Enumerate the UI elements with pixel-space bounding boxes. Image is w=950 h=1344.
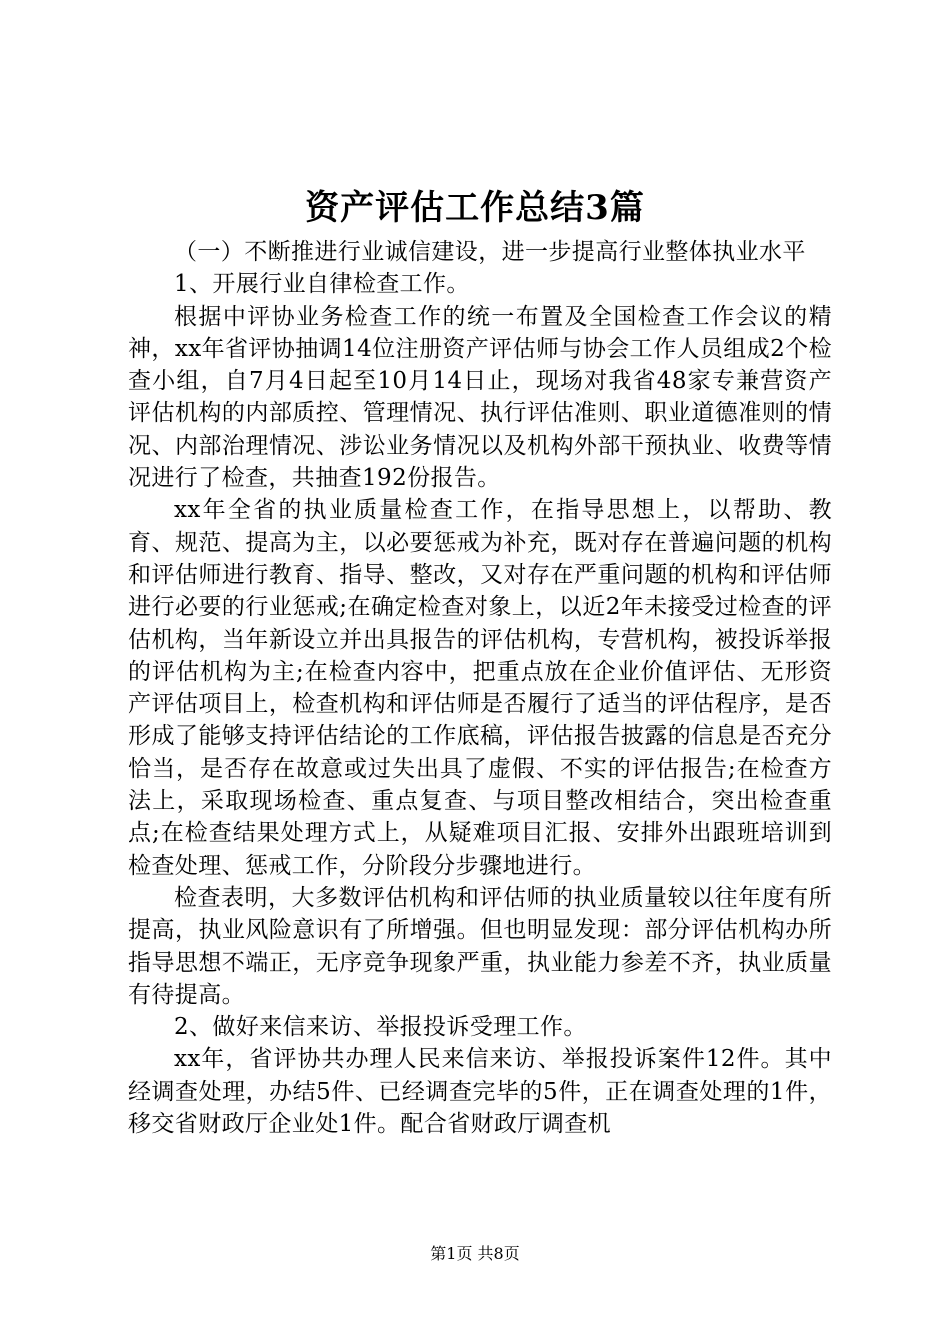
page-footer: 第1页 共8页 xyxy=(430,1244,520,1263)
document-body xyxy=(128,236,832,1140)
body-paragraph: 检查表明，大多数评估机构和评估师的执业质量较以往年度有所提高，执业风险意识有了所增强。但也明显发现：部分评估机构办所指导思想不端正，无序竞争现象严重，执业能力参差不齐，执业质量有待提高。 xyxy=(128,884,832,1008)
body-paragraph: 根据中评协业务检查工作的统一布置及全国检查工作会议的精神，xx年省评协抽调14位注册资产评估师与协会工作人员组成2个检查小组，自7月4日起至10月14日止，现场对我省48家专兼营资产评估机构的内部质控、管理情况、执行评估准则、职业道德准则的情况、内部治理情况、涉讼业务情况以及机构外部干预执业、收费等情况进行了检查，共抽查192份报告。 xyxy=(128,303,832,492)
subsection-heading: 2、做好来信来访、举报投诉受理工作。 xyxy=(174,1014,587,1041)
document-title: 资产评估工作总结3篇 xyxy=(305,188,645,228)
body-paragraph: xx年，省评协共办理人民来信来访、举报投诉案件12件。其中经调查处理，办结5件、已经调查完毕的5件，正在调查处理的1件，移交省财政厅企业处1件。配合省财政厅调查机 xyxy=(128,1046,832,1138)
section-heading: （一）不断推进行业诚信建设，进一步提高行业整体执业水平 xyxy=(174,239,806,265)
body-paragraph: xx年全省的执业质量检查工作，在指导思想上，以帮助、教育、规范、提高为主，以必要惩戒为补充，既对存在普遍问题的机构和评估师进行教育、指导、整改，又对存在严重问题的机构和评估师进行必要的行业惩戒;在确定检查对象上，以近2年未接受过检查的评估机构，当年新设立并出具报告的评估机构，专营机构，被投诉举报的评估机构为主;在检查内容中，把重点放在企业价值评估、无形资产评估项目上，检查机构和评估师是否履行了适当的评估程序，是否形成了能够支持评估结论的工作底稿，评估报告披露的信息是否充分恰当，是否存在故意或过失出具了虚假、不实的评估报告;在检查方法上，采取现场检查、重点复查、与项目整改相结合，突出检查重点;在检查结果处理方式上，从疑难项目汇报、安排外出跟班培训到检查处理、惩戒工作，分阶段分步骤地进行。 xyxy=(128,497,832,879)
subsection-heading: 1、开展行业自律检查工作。 xyxy=(174,271,470,298)
